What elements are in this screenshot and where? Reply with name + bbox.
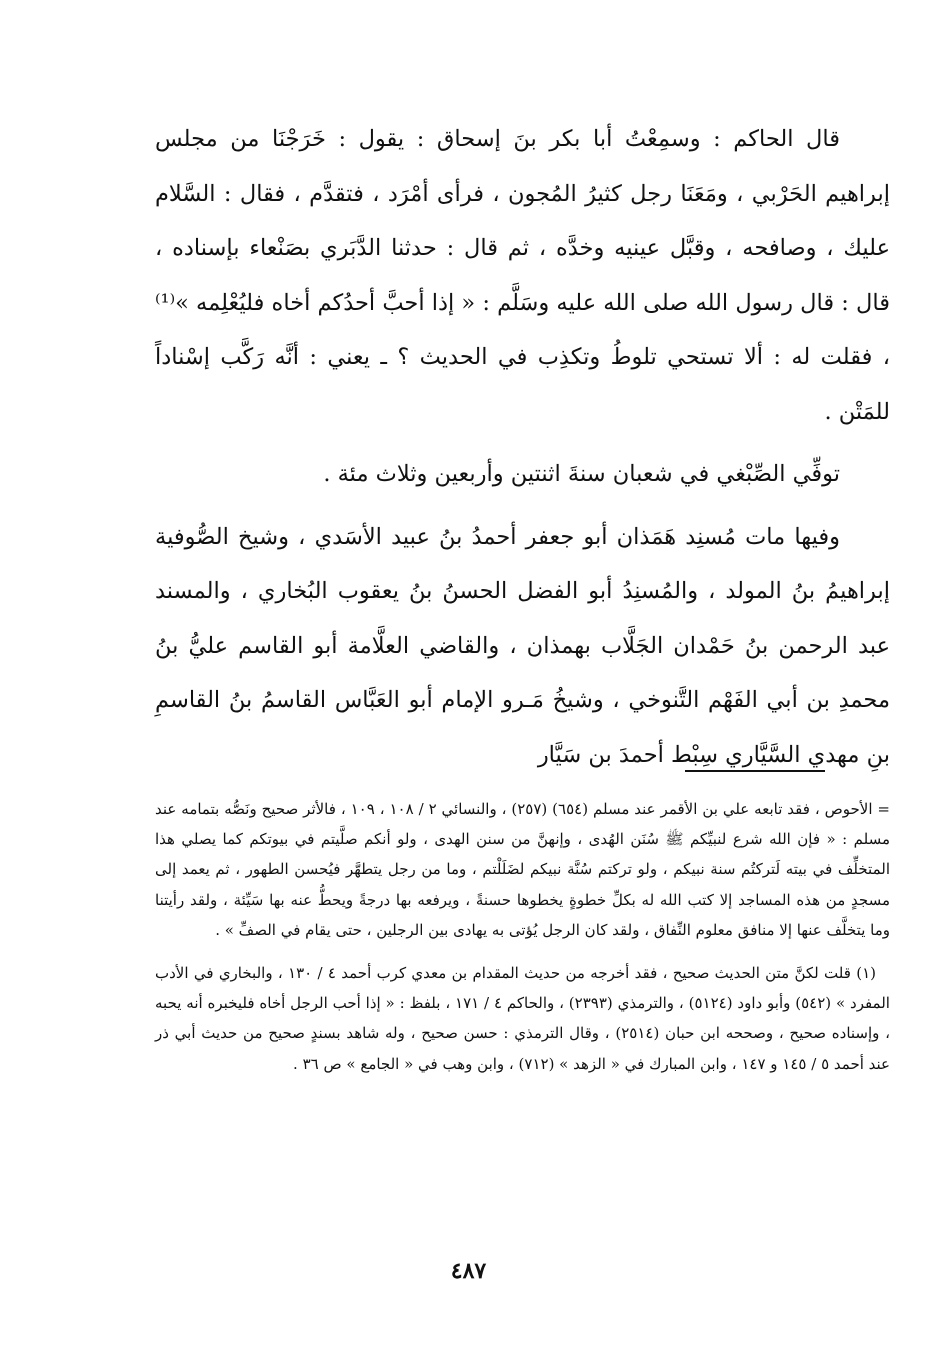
footnotes	[155, 794, 890, 1079]
footnote-continuation: = الأحوص ، فقد تابعه علي بن الأقمر عند مسلم (٦٥٤) (٢٥٧) ، والنسائي ٢ / ١٠٨ ، ١٠٩ ، فالأثر صحيح ونَصُّه بتمامه عند مسلم : « فإن الله شرع لنبيِّكم ﷺ سُنَن الهُدى ، وإنهنَّ من سنن الهدى ، ولو أنكم صلَّيتم في بيوتكم كما يصلي هذا المتخلِّف في بيته لَتركتُم سنة نبيكم ، ولو تركتم سُنَّة نبيكم لضَلَلْتم ، وما من رجل يتطهَّر فيُحسن الطهور ، ثم يعمد إلى مسجدٍ من هذه المساجد إلا كتب الله له بكلِّ خطوةٍ يخطوها حسنةً ، ويرفعه بها درجةً ويحطُّ عنه بها سَيِّئة ، ولقد رأيتنا وما يتخلَّف عنها إلا منافق معلوم النِّفاق ، ولقد كان الرجل يُؤتى به يهادى بين الرجلين ، حتى يقام في الصفِّ » .	[155, 800, 890, 939]
paragraph-deaths-list: وفيها مات مُسنِد هَمَذان أبو جعفر أحمدُ بنُ عبيد الأسَدي ، وشيخ الصُّوفية إبراهيمُ بنُ المولد ، والمُسنِدُ أبو الفضل الحسنُ بنُ يعقوب البُخاري ، والمسند عبد الرحمن بنُ حَمْدان الجَلَّاب بهمذان ، والقاضي العلَّامة أبو القاسم عليُّ بنُ محمدِ بن أبي الفَهْم التَّنوخي ، وشيخُ مَـرو الإمام أبو العَبَّاس القاسمُ بنُ القاسمِ بنِ مهدي السَّيَّاري سِبْط أحمدَ بن سَيَّار	[155, 523, 890, 768]
paragraph-hakim-narration: قال الحاكم : وسمِعْتُ أبا بكر بنَ إسحاق : يقول : خَرَجْنَا من مجلس إبراهيم الحَرْبي ، ومَعَنَا رجل كثيرُ المُجون ، فرأى أمْرَد ، فتقدَّم ، فقال : السَّلام عليك ، وصافحه ، وقبَّل عينيه وخدَّه ، ثم قال : حدثنا الدَّبَري بصَنْعاء بإسناده ، قال : قال رسول الله صلى الله عليه وسَلَّم : « إذا أحبَّ أحدُكم أخاه فليُعْلِمه »⁽¹⁾ ، فقلت له : ألا تستحي تلوطُ وتكذِب في الحديث ؟ ـ يعني : أنَّه رَكَّب إسْناداً للمَتْن .	[155, 126, 890, 425]
paragraph-death-notice: توفِّي الصِّبْغي في شعبان سنةَ اثنتين وأربعين وثلاث مئة .	[323, 461, 840, 487]
main-text	[155, 112, 890, 782]
footnote-1: (١) قلت لكنَّ متن الحديث صحيح ، فقد أخرجه من حديث المقدام بن معدي كرب أحمد ٤ / ١٣٠ ، والبخاري في الأدب المفرد » (٥٤٢) وأبو داود (٥١٢٤) ، والترمذي (٢٣٩٣) ، والحاكم ٤ / ١٧١ ، بلفظ : « إذا أحب الرجل أخاه فليخبره أنه يحبه ، وإسناده صحيح ، وصححه ابن حبان (٢٥١٤) ، وقال الترمذي : حسن صحيح ، وله شاهد بسندٍ صحيح من حديث أبي ذر عند أحمد ٥ / ١٤٥ و ١٤٧ ، وابن المبارك في « الزهد » (٧١٢) ، وابن وهب في « الجامع » ص ٣٦ .	[155, 964, 890, 1073]
footnote-separator	[685, 770, 825, 772]
page-number: ٤٨٧	[450, 1258, 487, 1284]
